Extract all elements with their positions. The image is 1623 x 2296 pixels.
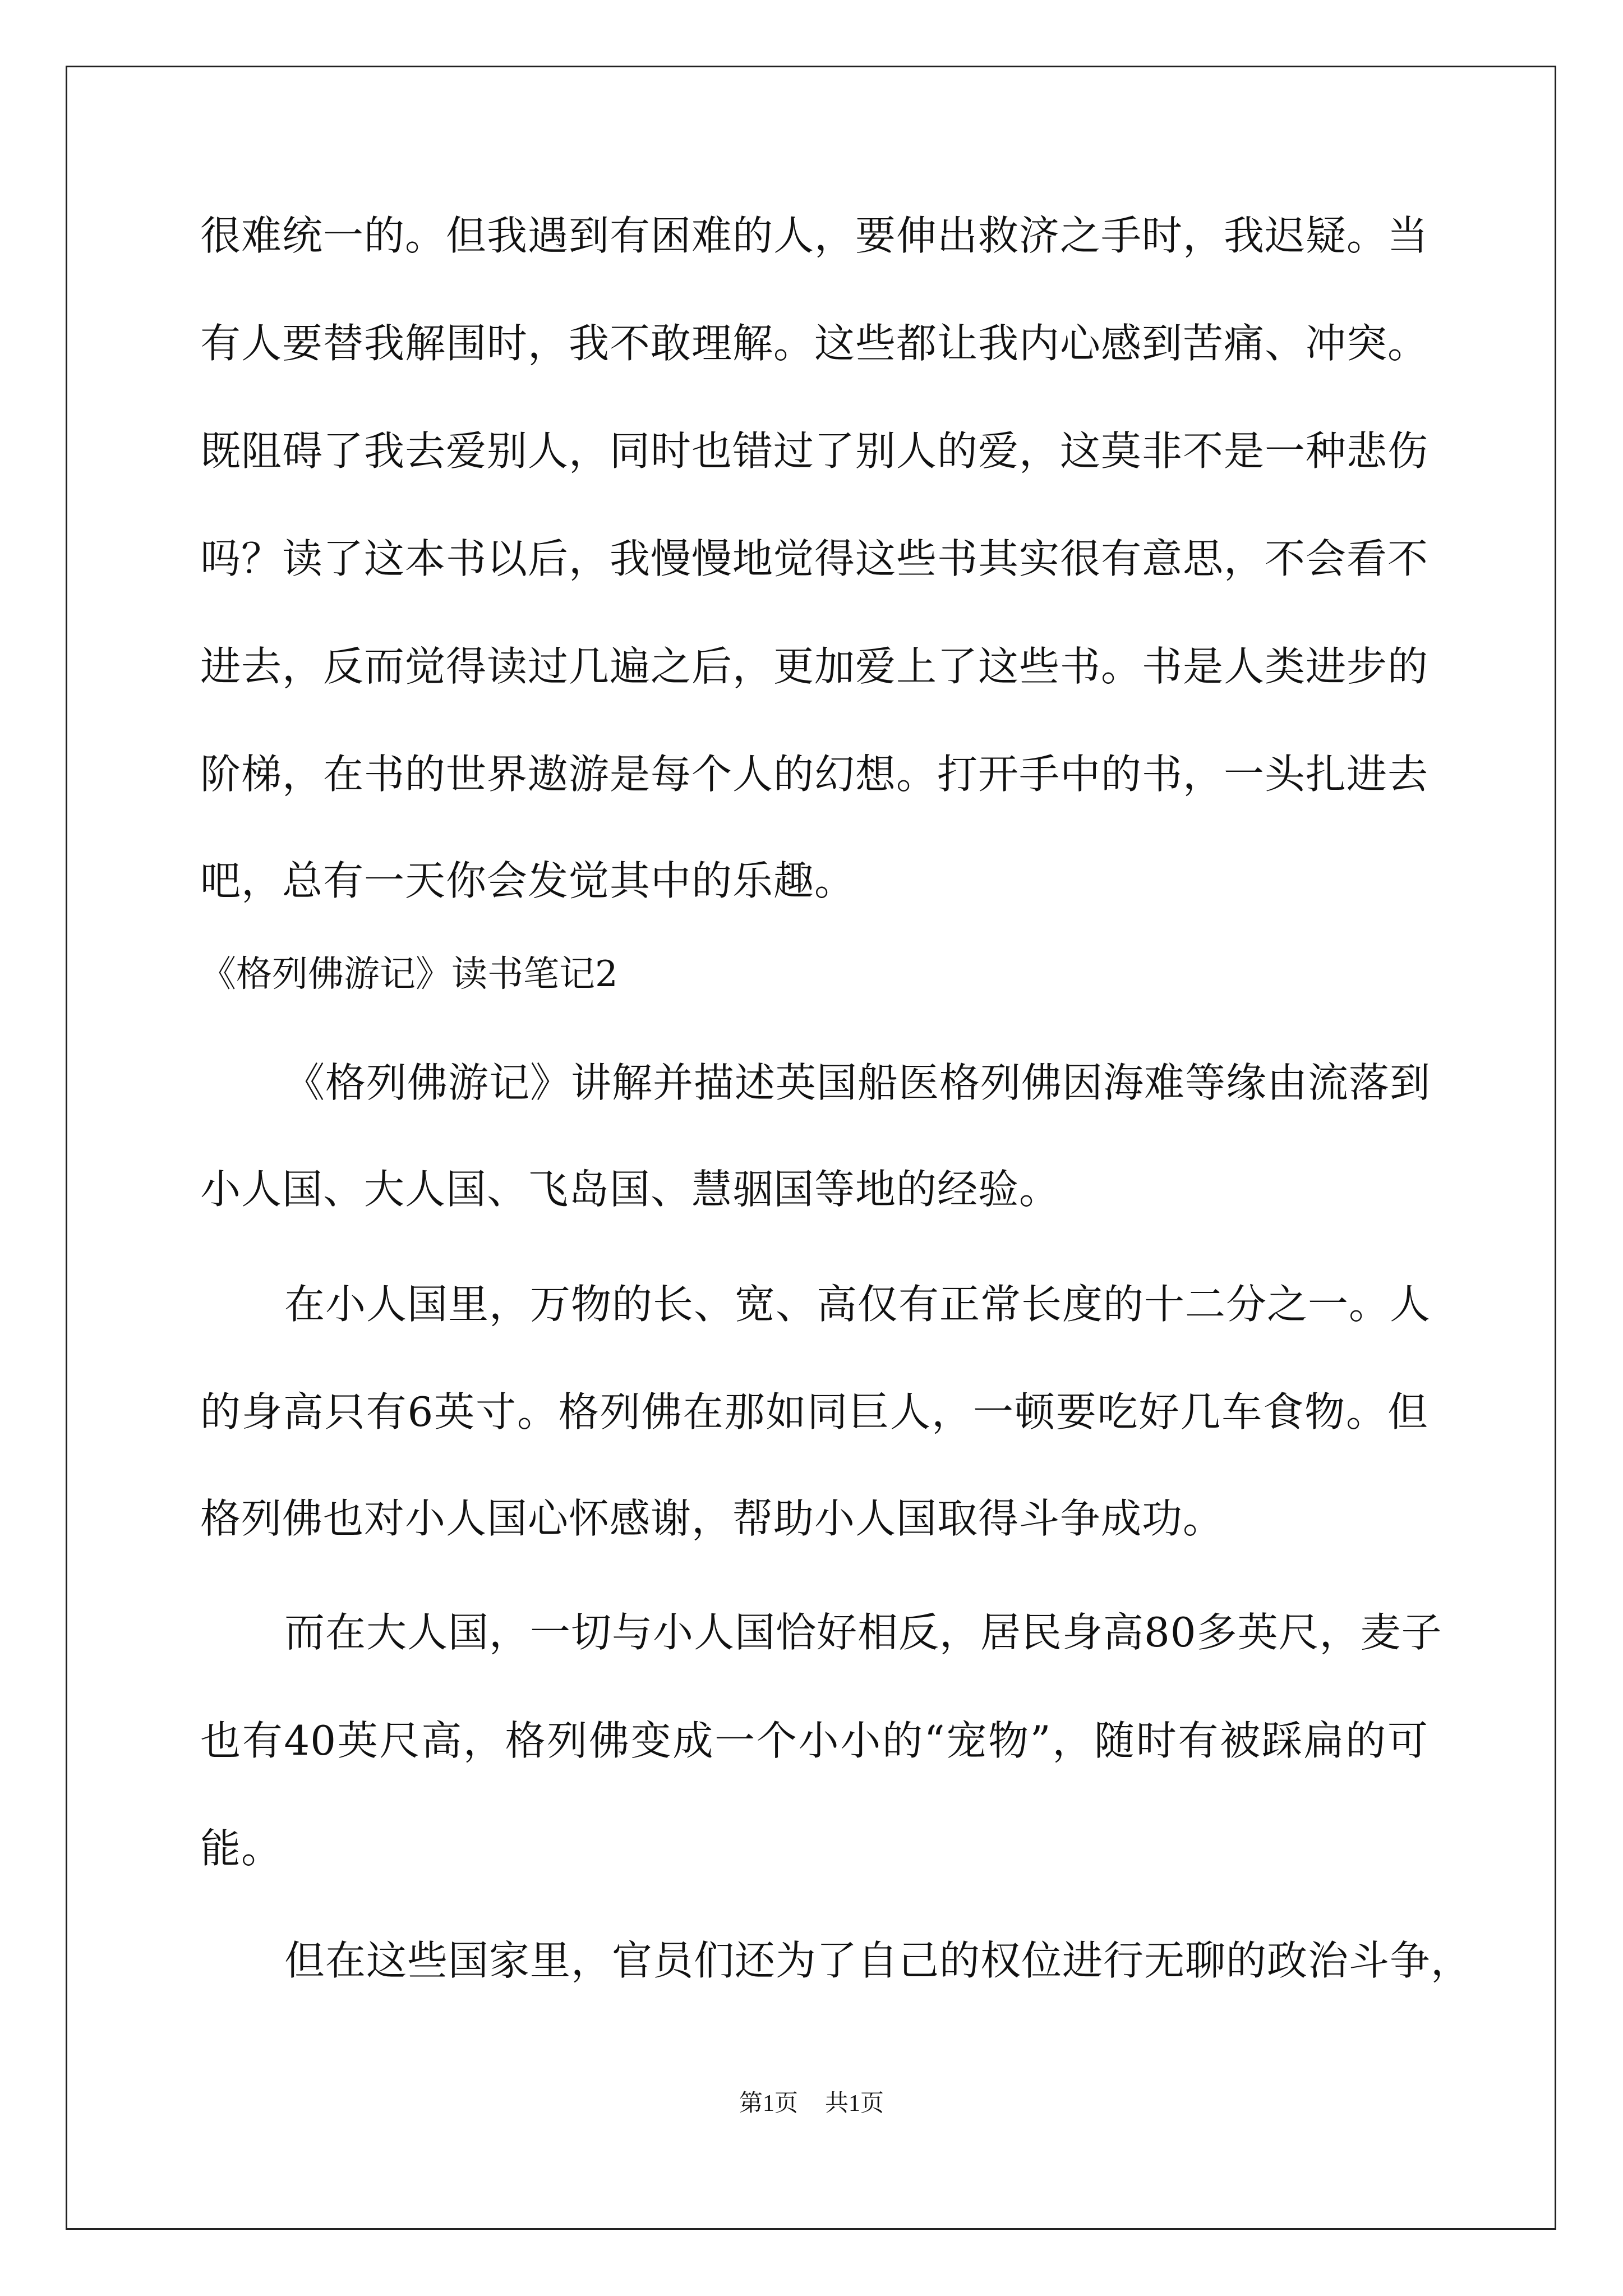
text-line: 进去，反而觉得读过几遍之后，更加爱上了这些书。书是人类进步的 <box>200 643 1429 690</box>
text-line: 吧，总有一天你会发觉其中的乐趣。 <box>200 857 856 904</box>
text-line: 也有40英尺高，格列佛变成一个小小的“宠物”，随时有被踩扁的可 <box>200 1717 1428 1764</box>
text-line: 但在这些国家里，官员们还为了自己的权位进行无聊的政治斗争， <box>284 1937 1472 1984</box>
page-border <box>66 66 1556 2230</box>
text-line: 的身高只有6英寸。格列佛在那如同巨人，一顿要吃好几车食物。但 <box>200 1388 1428 1435</box>
text-line: 小人国、大人国、飞岛国、慧骃国等地的经验。 <box>200 1166 1061 1213</box>
text-line: 既阻碍了我去爱别人，同时也错过了别人的爱，这莫非不是一种悲伤 <box>200 427 1429 475</box>
text-line: 格列佛也对小人国心怀感谢，帮助小人国取得斗争成功。 <box>200 1495 1224 1542</box>
text-line: 有人要替我解围时，我不敢理解。这些都让我内心感到苦痛、冲突。 <box>200 320 1429 367</box>
section-heading: 《格列佛游记》读书笔记2 <box>200 954 618 995</box>
text-line: 在小人国里，万物的长、宽、高仅有正常长度的十二分之一。人 <box>284 1281 1431 1328</box>
page-number: 第1页 <box>739 2091 798 2116</box>
text-line: 吗？读了这本书以后，我慢慢地觉得这些书其实很有意思，不会看不 <box>200 535 1429 582</box>
text-line: 很难统一的。但我遇到有困难的人，要伸出救济之手时，我迟疑。当 <box>200 212 1429 259</box>
text-line: 阶梯，在书的世界遨游是每个人的幻想。打开手中的书，一头扎进去 <box>200 751 1429 798</box>
text-line: 能。 <box>200 1825 283 1872</box>
page-total: 共1页 <box>825 2091 884 2116</box>
text-line: 《格列佛游记》讲解并描述英国船医格列佛因海难等缘由流落到 <box>284 1059 1431 1106</box>
page-footer <box>0 2087 1623 2120</box>
text-line: 而在大人国，一切与小人国恰好相反，居民身高80多英尺，麦子 <box>284 1609 1442 1656</box>
